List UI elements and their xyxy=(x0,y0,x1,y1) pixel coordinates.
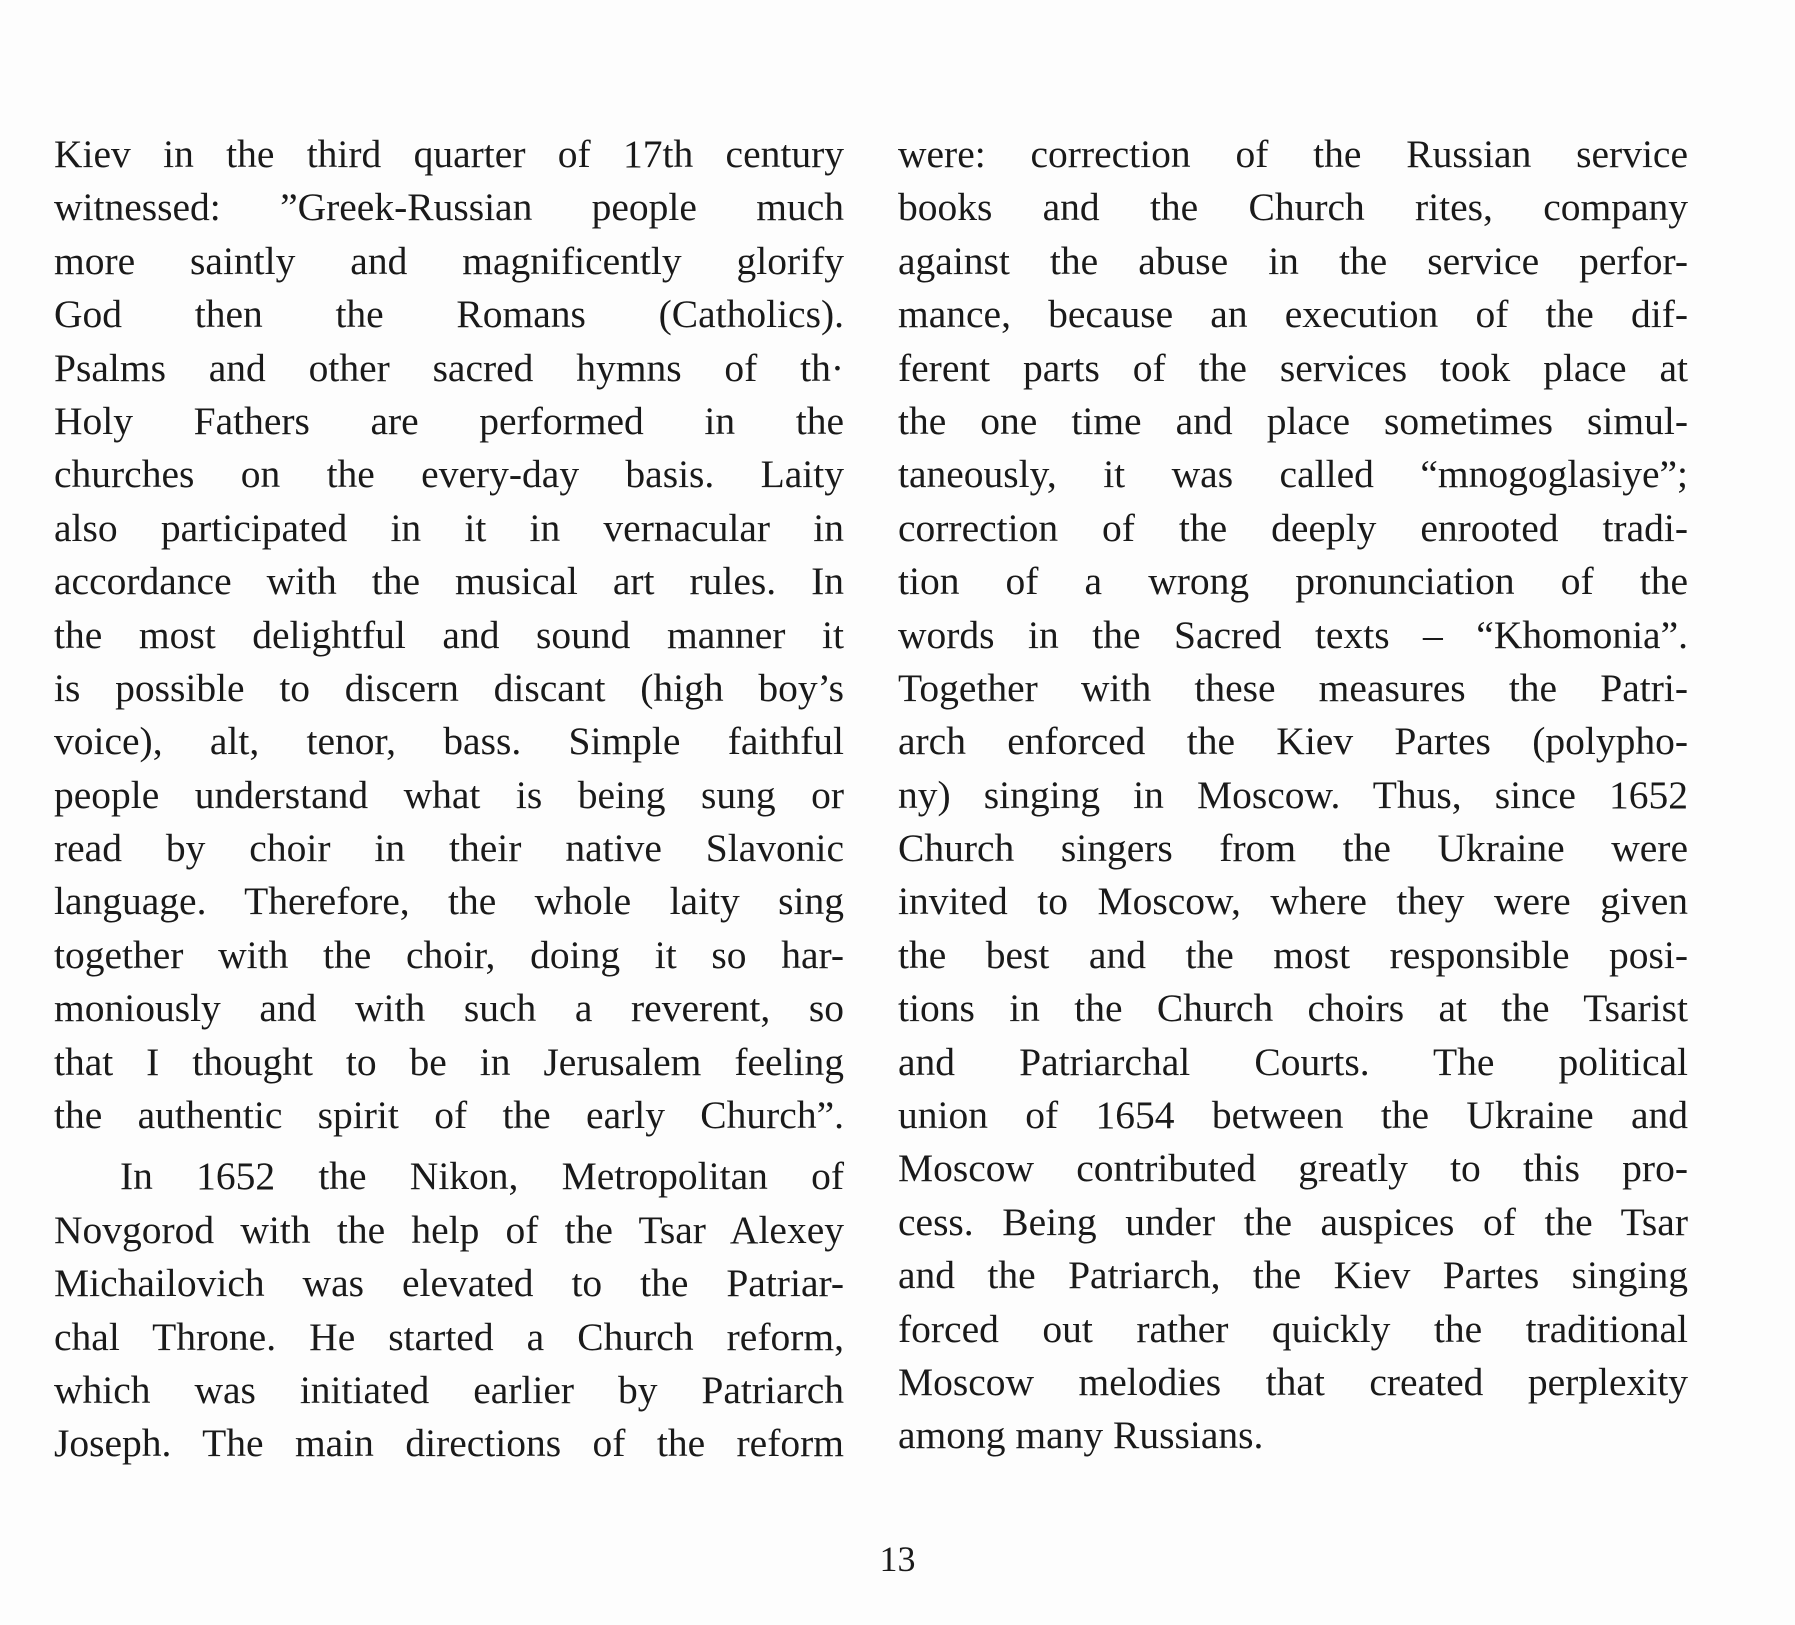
text-line: In 1652 the Nikon, Metropolitan of xyxy=(120,1154,844,1199)
text-line: together with the choir, doing it so har- xyxy=(54,932,844,977)
text-line: Joseph. The main directions of the reform xyxy=(54,1421,844,1466)
text-line: and Patriarchal Courts. The political xyxy=(898,1039,1688,1084)
text-line: invited to Moscow, where they were given xyxy=(898,879,1688,924)
text-line: chal Throne. He started a Church reform, xyxy=(54,1314,844,1359)
text-line: correction of the deeply enrooted tradi- xyxy=(898,505,1688,550)
text-line: and the Patriarch, the Kiev Partes singing xyxy=(898,1253,1688,1298)
text-line: among many Russians. xyxy=(898,1413,1264,1458)
page-number: 13 xyxy=(879,1539,916,1579)
left-paragraph-1 xyxy=(54,128,844,1142)
text-line: arch enforced the Kiev Partes (polypho- xyxy=(898,719,1688,764)
text-line: the authentic spirit of the early Church”. xyxy=(54,1093,844,1138)
text-line: voice), alt, tenor, bass. Simple faithful xyxy=(54,719,844,764)
text-line: the best and the most responsible posi- xyxy=(898,932,1688,977)
text-line: Holy Fathers are performed in the xyxy=(54,398,844,443)
text-line: taneously, it was called “mnogoglasiye”; xyxy=(898,452,1688,497)
text-line: Psalms and other sacred hymns of th· xyxy=(54,345,844,390)
text-line: read by choir in their native Slavonic xyxy=(54,826,844,871)
text-line: tion of a wrong pronunciation of the xyxy=(898,559,1688,604)
text-line: Moscow melodies that created perplexity xyxy=(898,1359,1688,1404)
text-line: Together with these measures the Patri- xyxy=(898,665,1688,710)
right-paragraph-1 xyxy=(898,128,1688,1463)
text-line: cess. Being under the auspices of the Tsar xyxy=(898,1199,1688,1244)
text-line: ny) singing in Moscow. Thus, since 1652 xyxy=(898,772,1688,817)
text-line: that I thought to be in Jerusalem feeling xyxy=(54,1039,844,1084)
text-line: God then the Romans (Catholics). xyxy=(54,292,844,337)
text-line: which was initiated earlier by Patriarch xyxy=(54,1367,844,1412)
left-paragraph-2 xyxy=(54,1150,844,1470)
text-line: the most delightful and sound manner it xyxy=(54,612,844,657)
text-line: is possible to discern discant (high boy’s xyxy=(54,665,844,710)
text-line: more saintly and magnificently glorify xyxy=(54,238,844,283)
text-line: language. Therefore, the whole laity sing xyxy=(54,879,844,924)
text-line: the one time and place sometimes simul- xyxy=(898,398,1688,443)
text-line: also participated in it in vernacular in xyxy=(54,505,844,550)
text-line: witnessed: ”Greek-Russian people much xyxy=(54,185,844,230)
text-line: moniously and with such a reverent, so xyxy=(54,986,844,1031)
text-line: against the abuse in the service perfor- xyxy=(898,238,1688,283)
text-line: union of 1654 between the Ukraine and xyxy=(898,1093,1688,1138)
text-line: forced out rather quickly the traditional xyxy=(898,1306,1688,1351)
text-line: ferent parts of the services took place at xyxy=(898,345,1688,390)
text-line: books and the Church rites, company xyxy=(898,185,1688,230)
text-line: Church singers from the Ukraine were xyxy=(898,826,1688,871)
text-line: Michailovich was elevated to the Patriar- xyxy=(54,1261,844,1306)
left-column xyxy=(54,128,844,1471)
text-line: accordance with the musical art rules. In xyxy=(54,559,844,604)
text-line: words in the Sacred texts – “Khomonia”. xyxy=(898,612,1688,657)
text-line: people understand what is being sung or xyxy=(54,772,844,817)
text-line: tions in the Church choirs at the Tsarist xyxy=(898,986,1688,1031)
paragraph-gap xyxy=(54,1142,844,1150)
text-line: Novgorod with the help of the Tsar Alexey xyxy=(54,1207,844,1252)
right-column xyxy=(898,128,1688,1463)
text-line: Moscow contributed greatly to this pro- xyxy=(898,1146,1688,1191)
text-line: were: correction of the Russian service xyxy=(898,132,1688,176)
text-line: Kiev in the third quarter of 17th century xyxy=(54,132,844,176)
text-line: churches on the every-day basis. Laity xyxy=(54,452,844,497)
text-line: mance, because an execution of the dif- xyxy=(898,292,1688,337)
